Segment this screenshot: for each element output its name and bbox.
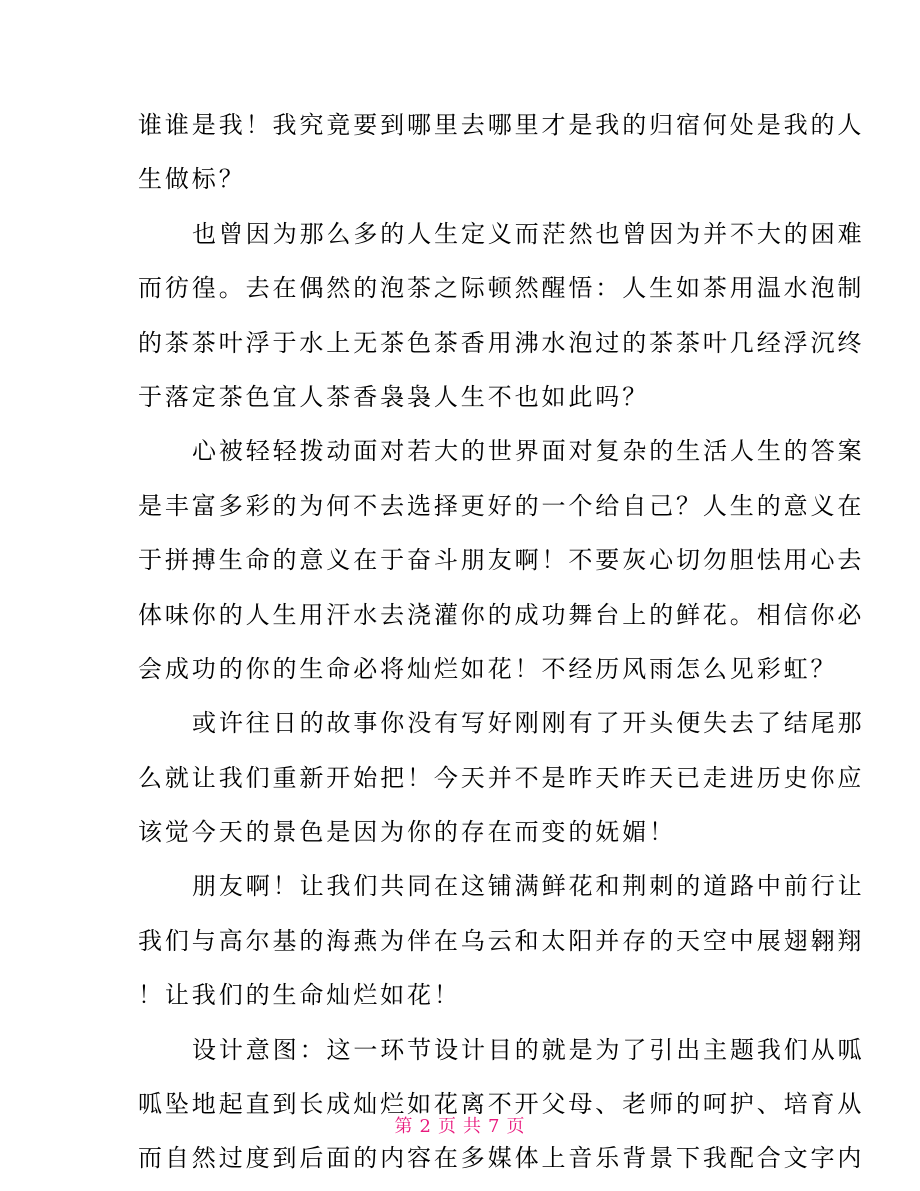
text-line: 我们与高尔基的海燕为伴在乌云和太阳并存的天空中展翅翱翔 bbox=[138, 926, 865, 955]
text-line: 谁谁是我！我究竟要到哪里去哪里才是我的归宿何处是我的人 bbox=[138, 111, 865, 139]
paragraph-4 bbox=[138, 696, 865, 859]
footer-total-prefix: 共 bbox=[463, 1116, 482, 1137]
footer-page-word: 页 bbox=[438, 1116, 457, 1137]
text-line: 设计意图：这一环节设计目的就是为了引出主题我们从呱 bbox=[192, 1035, 865, 1064]
paragraph-5 bbox=[138, 859, 865, 1022]
text-line: 或许往日的故事你没有写好刚刚有了开头便失去了结尾那 bbox=[192, 709, 865, 738]
text-line: 该觉今天的景色是因为你的存在而变的妩媚！ bbox=[138, 818, 676, 847]
text-line: 是丰富多彩的为何不去选择更好的一个给自己？人生的意义在 bbox=[138, 491, 865, 520]
footer-prefix: 第 bbox=[394, 1116, 414, 1137]
text-line: 心被轻轻拨动面对若大的世界面对复杂的生活人生的答案 bbox=[192, 437, 865, 466]
text-line: 也曾因为那么多的人生定义而茫然也曾因为并不大的困难 bbox=[192, 219, 865, 248]
text-line: 么就让我们重新开始把！今天并不是昨天昨天已走进历史你应 bbox=[138, 763, 865, 792]
footer-suffix: 页 bbox=[506, 1116, 526, 1137]
text-line: ！让我们的生命灿烂如花！ bbox=[138, 981, 461, 1010]
footer-current-page: 2 bbox=[419, 1116, 432, 1137]
paragraph-2 bbox=[138, 207, 865, 425]
text-line: 体味你的人生用汗水去浇灌你的成功舞台上的鲜花。相信你必 bbox=[138, 600, 865, 629]
footer-total-pages: 7 bbox=[488, 1116, 501, 1137]
text-line: 的茶茶叶浮于水上无茶色茶香用沸水泡过的茶茶叶几经浮沉终 bbox=[138, 328, 865, 357]
text-line: 于拼搏生命的意义在于奋斗朋友啊！不要灰心切勿胆怯用心去 bbox=[138, 546, 865, 575]
paragraph-3 bbox=[138, 424, 865, 696]
text-line: 朋友啊！让我们共同在这铺满鲜花和荆刺的道路中前行让 bbox=[192, 872, 865, 901]
text-line: 于落定茶色宜人茶香袅袅人生不也如此吗？ bbox=[138, 382, 650, 411]
text-line: 会成功的你的生命必将灿烂如花！不经历风雨怎么见彩虹？ bbox=[138, 654, 838, 683]
text-line: 呱坠地起直到长成灿烂如花离不开父母、老师的呵护、培育从 bbox=[138, 1090, 865, 1119]
text-line: 而彷徨。去在偶然的泡茶之际顿然醒悟：人生如茶用温水泡制 bbox=[138, 274, 865, 303]
paragraph-1 bbox=[138, 98, 865, 207]
text-line: 生做标？ bbox=[138, 165, 246, 194]
text-line: 而自然过度到后面的内容在多媒体上音乐背景下我配合文字内 bbox=[138, 1144, 865, 1173]
paragraph-6 bbox=[138, 1023, 865, 1186]
page-footer bbox=[0, 1112, 920, 1138]
document-body bbox=[138, 98, 865, 1186]
